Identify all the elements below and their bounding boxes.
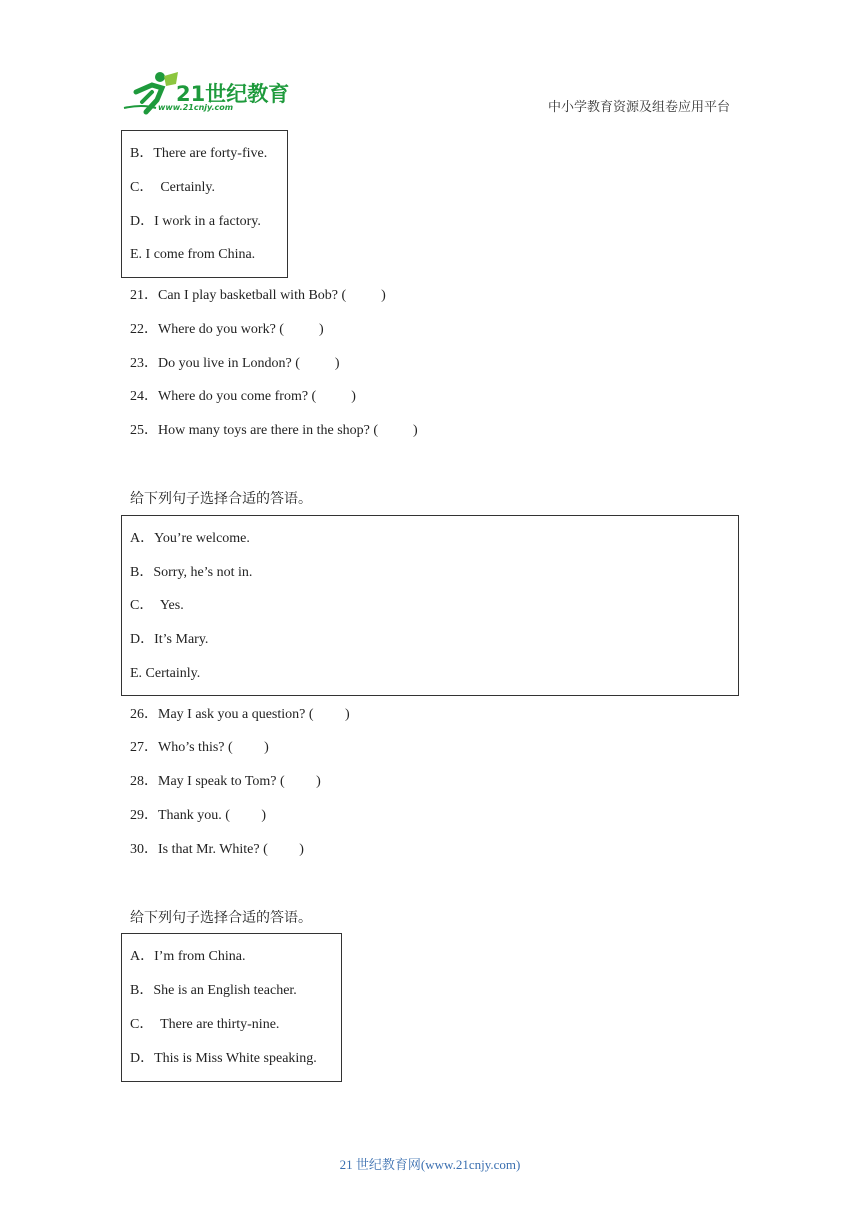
box3-option: C． There are thirty-nine. [130, 1017, 280, 1032]
question-27: 27．Who’s this? ( ) [130, 740, 269, 755]
logo-text: 21世纪教育 [176, 82, 290, 106]
question-23: 23．Do you live in London? ( ) [130, 356, 340, 371]
box2-option: E. Certainly. [130, 666, 201, 681]
section3-instruction: 给下列句子选择合适的答语。 [130, 910, 312, 926]
question-29: 29．Thank you. ( ) [130, 808, 267, 823]
box2-option: D．It’s Mary. [130, 632, 209, 647]
box3-option: B．She is an English teacher. [130, 983, 297, 998]
question-21: 21．Can I play basketball with Bob? ( ) [130, 288, 386, 303]
footer-text: 21 世纪教育网(www.21cnjy.com) [339, 1157, 521, 1172]
question-30: 30．Is that Mr. White? ( ) [130, 842, 304, 857]
box3-option: D．This is Miss White speaking. [130, 1051, 317, 1066]
box1-option: C． Certainly. [130, 180, 216, 195]
box1-option: B．There are forty-five. [130, 146, 268, 161]
question-26: 26．May I ask you a question? ( ) [130, 707, 350, 722]
question-28: 28．May I speak to Tom? ( ) [130, 774, 321, 789]
box3-option: A．I’m from China. [130, 949, 246, 964]
box1-option: E. I come from China. [130, 247, 256, 262]
question-24: 24．Where do you come from? ( ) [130, 389, 356, 404]
header-platform-title: 中小学教育资源及组卷应用平台 [548, 99, 731, 114]
box1-option: D．I work in a factory. [130, 214, 261, 229]
logo-url: www.21cnjy.com [158, 103, 234, 112]
section2-instruction: 给下列句子选择合适的答语。 [130, 491, 312, 507]
box2-option: B．Sorry, he’s not in. [130, 565, 253, 580]
box2-option: C． Yes. [130, 598, 184, 613]
box2-option: A．You’re welcome. [130, 531, 250, 546]
question-22: 22．Where do you work? ( ) [130, 322, 324, 337]
question-25: 25．How many toys are there in the shop? ( ) [130, 423, 418, 438]
